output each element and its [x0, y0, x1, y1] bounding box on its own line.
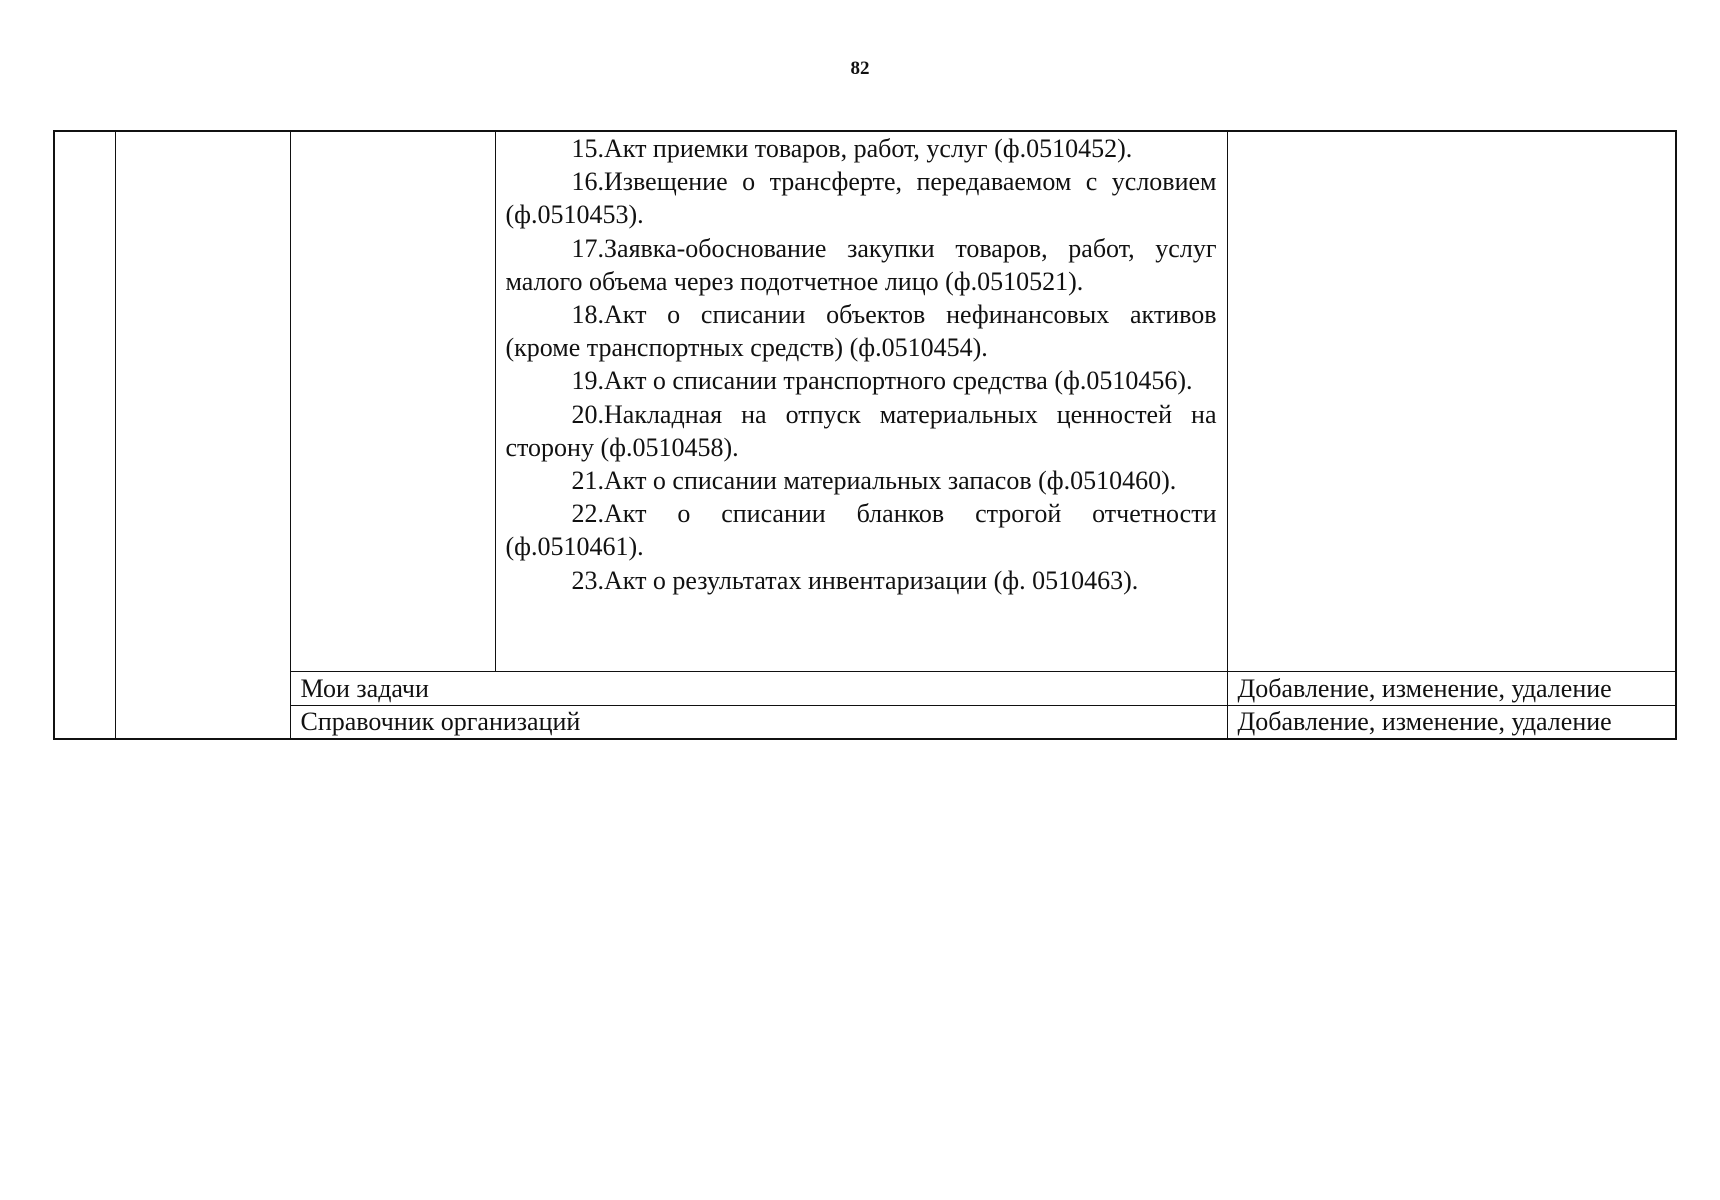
document-item: [506, 132, 1217, 165]
document-number: 16.: [571, 167, 604, 197]
document-text: Акт о списании транспортного средства (ф.0510456).: [604, 366, 1193, 396]
row-action-organizations-directory: Добавление, изменение, удаление: [1227, 705, 1676, 739]
document-item: [506, 298, 1217, 364]
document-number: 23.: [571, 565, 604, 595]
permissions-table: [53, 130, 1677, 740]
table-row: [54, 671, 1676, 705]
document-number: 18.: [571, 300, 604, 330]
document-number: 17.: [571, 233, 604, 263]
document-number: 21.: [571, 466, 604, 496]
document-text: Накладная на отпуск материальных ценностей на сторону (ф.0510458).: [505, 399, 1217, 462]
document-number: 20.: [571, 399, 604, 429]
document-item: [506, 464, 1217, 497]
document-item: [506, 564, 1217, 597]
page-number: 82: [850, 58, 870, 79]
table-cell-permissions-empty: [1227, 131, 1676, 671]
table-row: [54, 705, 1676, 739]
row-label-my-tasks: Мои задачи: [290, 671, 1227, 705]
document-text: Акт о результатах инвентаризации (ф. 0510463).: [604, 565, 1139, 595]
table-cell-col2: [115, 131, 290, 739]
document-item: [506, 364, 1217, 397]
document-number: 22.: [571, 499, 604, 529]
document-text: Акт о списании материальных запасов (ф.0510460).: [604, 466, 1177, 496]
table-cell-col1: [54, 131, 115, 739]
document-text: Акт о списании бланков строгой отчетности (ф.0510461).: [505, 499, 1217, 562]
document-text: Акт о списании объектов нефинансовых активов (кроме транспортных средств) (ф.0510454).: [505, 300, 1217, 363]
row-label-organizations-directory: Справочник организаций: [290, 705, 1227, 739]
document-item: [506, 232, 1217, 298]
table-cell-col3: [290, 131, 495, 671]
document-list-cell: [495, 131, 1227, 671]
document-text: Заявка-обоснование закупки товаров, работ, услуг малого объема через подотчетное лицо (ф.0510521).: [505, 233, 1217, 296]
row-action-my-tasks: Добавление, изменение, удаление: [1227, 671, 1676, 705]
document-item: [506, 398, 1217, 464]
document-text: Акт приемки товаров, работ, услуг (ф.0510452).: [604, 134, 1133, 163]
document-item: [506, 165, 1217, 231]
document-number: 19.: [571, 366, 604, 396]
document-number: 15.: [571, 134, 604, 163]
table-row-documents: [54, 131, 1676, 671]
document-text: Извещение о трансферте, передаваемом с условием (ф.0510453).: [505, 167, 1217, 230]
document-item: [506, 497, 1217, 563]
